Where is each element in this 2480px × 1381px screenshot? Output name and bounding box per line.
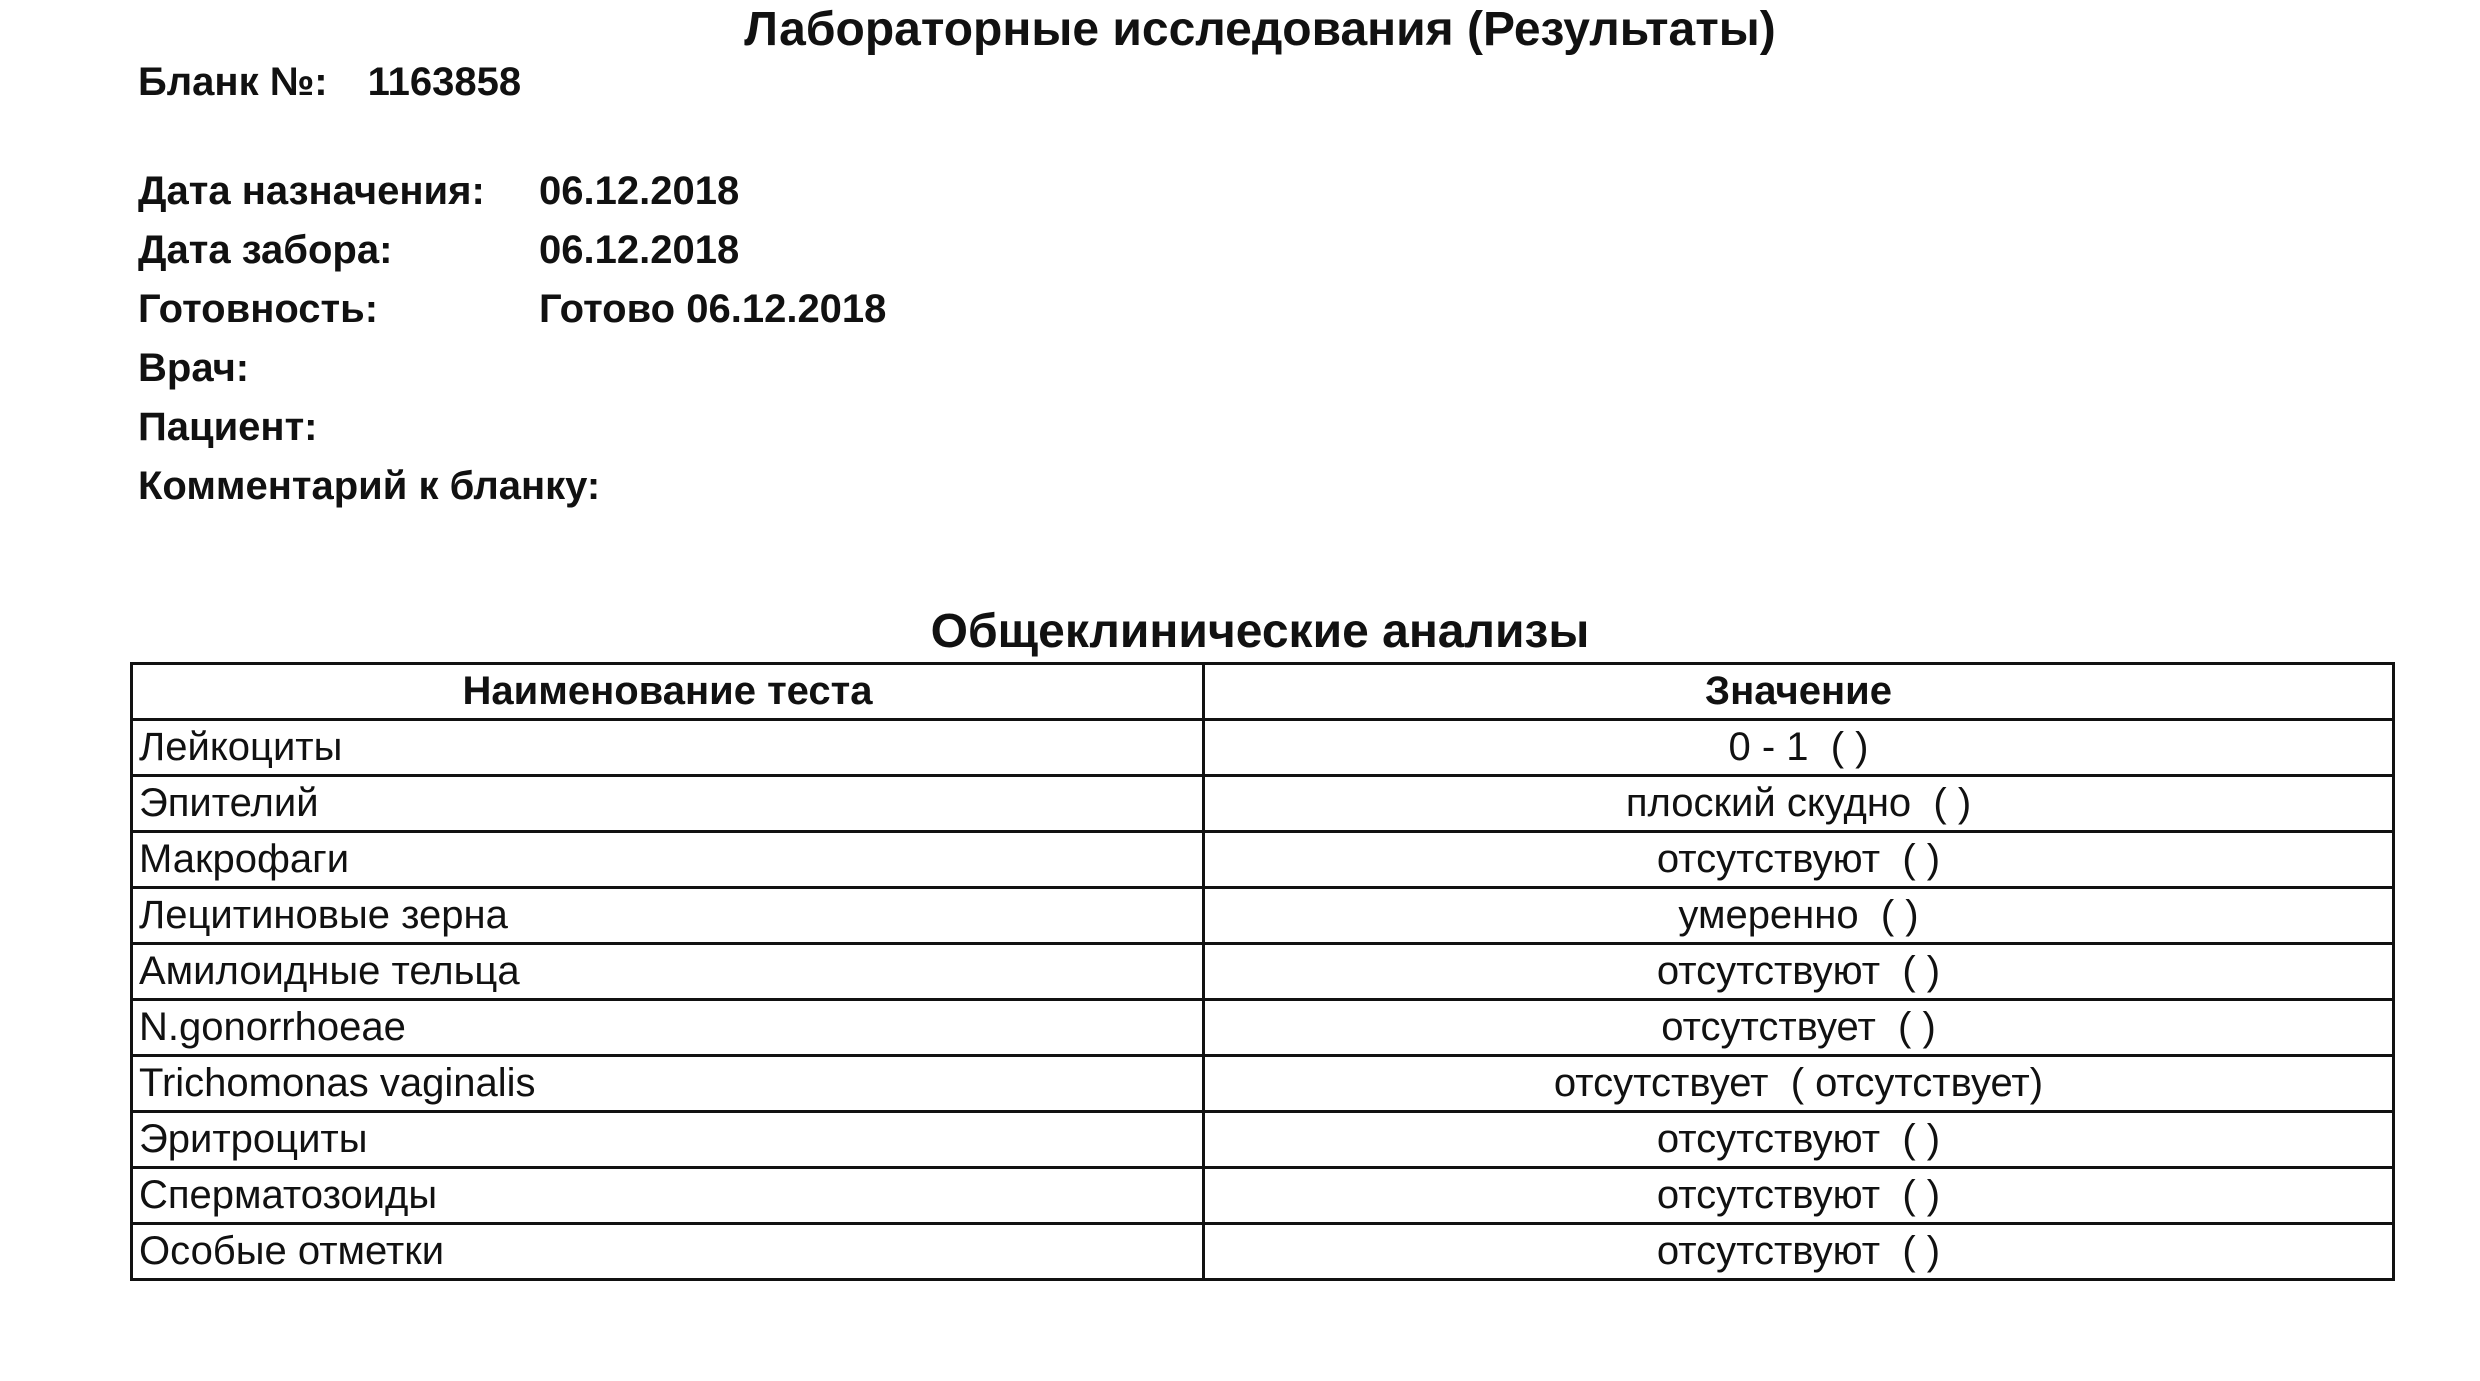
test-value-cell: отсутствуют ( ): [1204, 1112, 2394, 1168]
column-header-test-name: Наименование теста: [132, 664, 1204, 720]
test-name-cell: Эритроциты: [132, 1112, 1204, 1168]
test-value-cell: плоский скудно ( ): [1204, 776, 2394, 832]
collection-date-value: 06.12.2018: [539, 228, 740, 272]
table-row: [132, 720, 2394, 776]
table-row: [132, 944, 2394, 1000]
document-title: Лабораторные исследования (Результаты): [744, 3, 1776, 56]
table-row: [132, 1224, 2394, 1280]
table-row: [132, 1000, 2394, 1056]
section-title: Общеклинические анализы: [930, 605, 1590, 658]
test-name-cell: N.gonorrhoeae: [132, 1000, 1204, 1056]
column-header-value: Значение: [1204, 664, 2394, 720]
test-value-cell: отсутствует ( ): [1204, 1000, 2394, 1056]
test-name-cell: Эпителий: [132, 776, 1204, 832]
table-row: [132, 832, 2394, 888]
test-value-cell: умеренно ( ): [1204, 888, 2394, 944]
patient-label: Пациент:: [138, 405, 318, 449]
table-header-row: [132, 664, 2394, 720]
test-value-cell: отсутствуют ( ): [1204, 1168, 2394, 1224]
readiness-label: Готовность:: [138, 287, 379, 331]
comment-label: Комментарий к бланку:: [138, 464, 601, 508]
test-value-cell: отсутствует ( отсутствует): [1204, 1056, 2394, 1112]
appointment-date-value: 06.12.2018: [539, 169, 740, 213]
test-value-cell: 0 - 1 ( ): [1204, 720, 2394, 776]
info-row-collection-date: [138, 222, 1538, 278]
info-row-comment: [138, 458, 1538, 514]
info-row-appointment-date: [138, 163, 1538, 219]
table-row: [132, 1112, 2394, 1168]
test-value-cell: отсутствуют ( ): [1204, 944, 2394, 1000]
appointment-date-label: Дата назначения:: [138, 169, 485, 213]
table-row: [132, 1056, 2394, 1112]
info-row-patient: [138, 399, 1538, 455]
readiness-value: Готово 06.12.2018: [539, 287, 887, 331]
blank-number: 1163858: [367, 60, 522, 104]
test-name-cell: Макрофаги: [132, 832, 1204, 888]
blank-label: Бланк №:: [138, 60, 328, 104]
info-row-doctor: [138, 340, 1538, 396]
table-row: [132, 1168, 2394, 1224]
test-name-cell: Сперматозоиды: [132, 1168, 1204, 1224]
test-name-cell: Лецитиновые зерна: [132, 888, 1204, 944]
results-table: [130, 662, 2395, 1281]
test-name-cell: Особые отметки: [132, 1224, 1204, 1280]
test-value-cell: отсутствуют ( ): [1204, 1224, 2394, 1280]
table-row: [132, 888, 2394, 944]
collection-date-label: Дата забора:: [138, 228, 393, 272]
test-value-cell: отсутствуют ( ): [1204, 832, 2394, 888]
doctor-label: Врач:: [138, 346, 250, 390]
test-name-cell: Амилоидные тельца: [132, 944, 1204, 1000]
table-row: [132, 776, 2394, 832]
info-row-readiness: [138, 281, 1538, 337]
test-name-cell: Trichomonas vaginalis: [132, 1056, 1204, 1112]
blank-number-line: [138, 57, 521, 107]
test-name-cell: Лейкоциты: [132, 720, 1204, 776]
